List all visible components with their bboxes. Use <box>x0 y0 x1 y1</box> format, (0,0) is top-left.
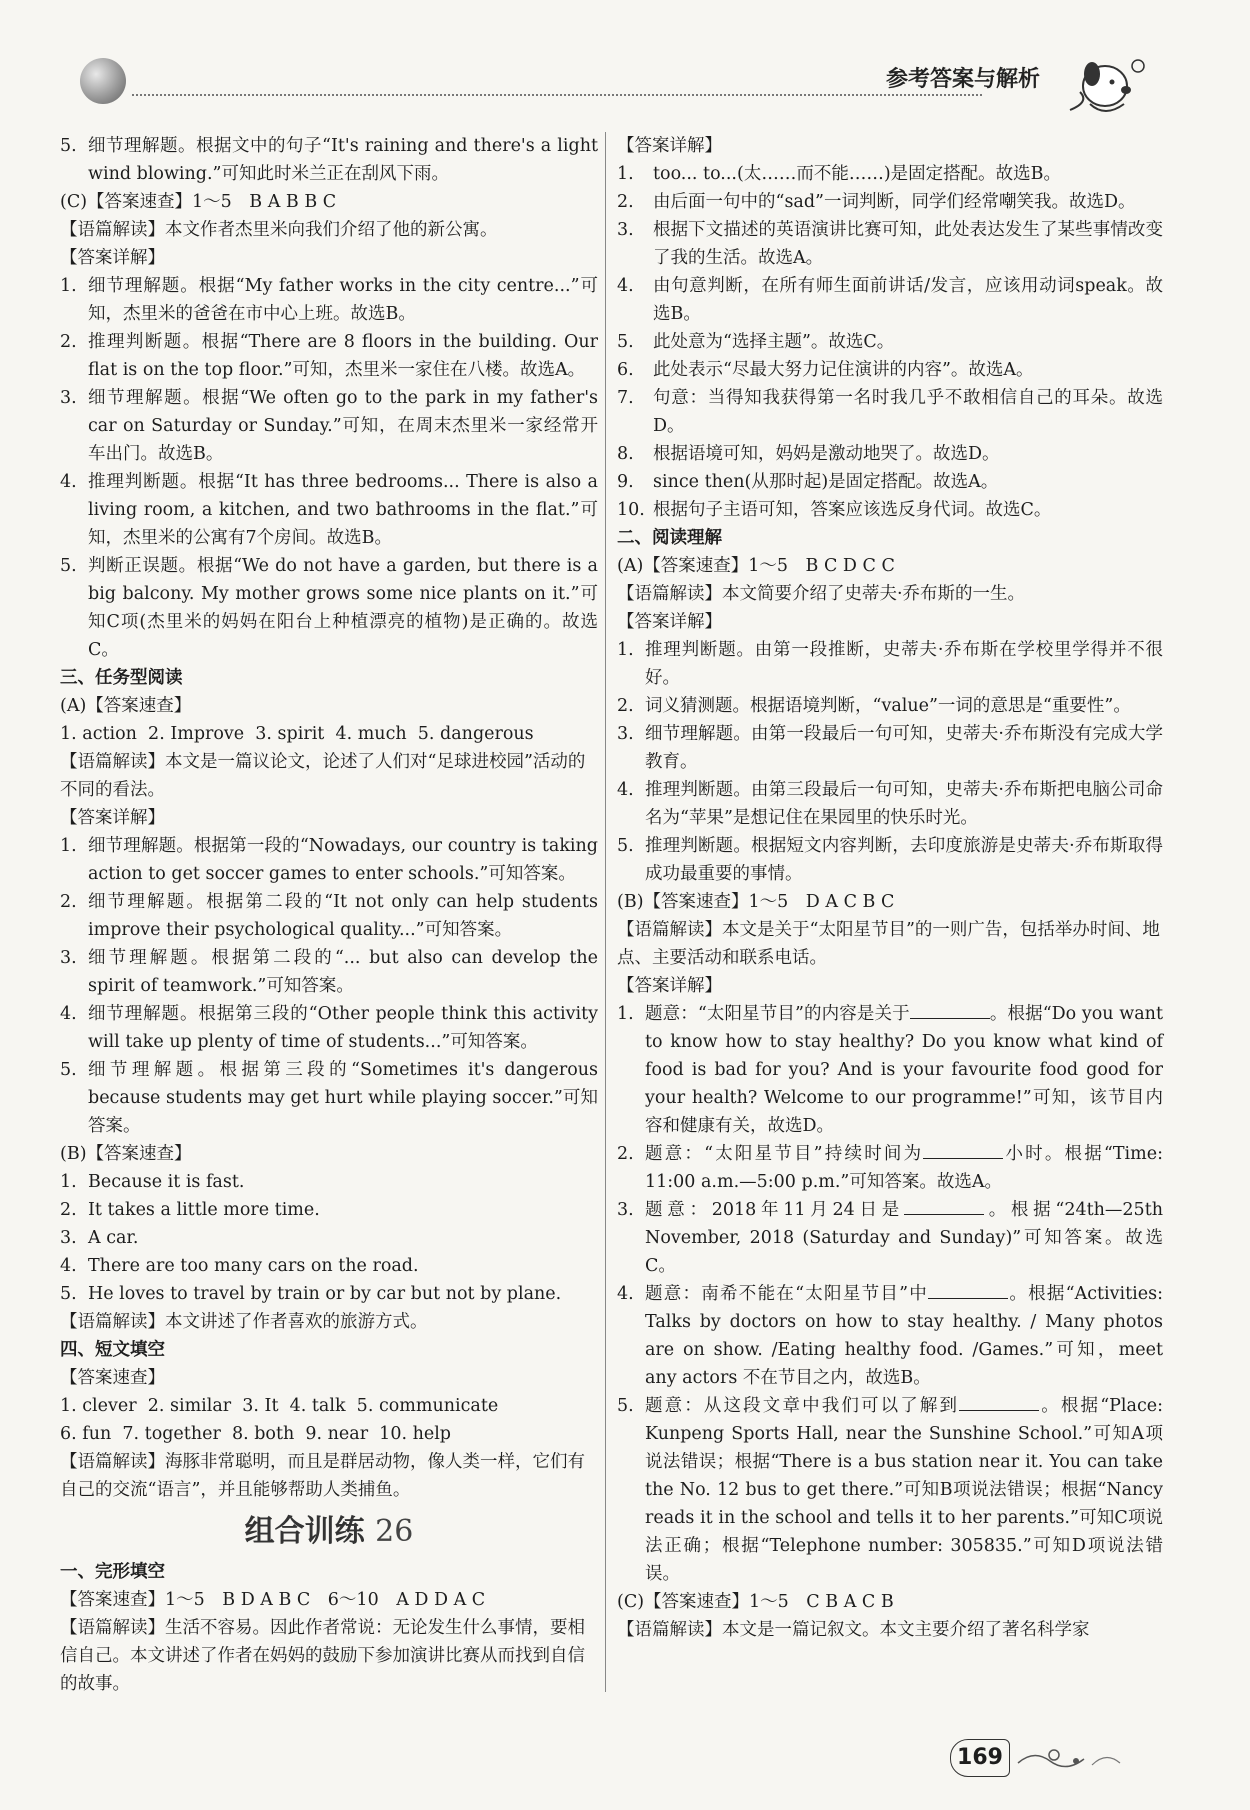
list-item <box>60 1280 598 1308</box>
item-text: 根据语境可知，妈妈是激动地哭了。故选D。 <box>653 444 1000 464</box>
fill-answers-line-2: 6. fun 7. together 8. both 9. near 10. help <box>60 1424 451 1444</box>
reading-a-details <box>617 636 1163 888</box>
list-item <box>60 1056 598 1140</box>
item-text: 判断正误题。根据“We do not have a garden, but there is a big balcony. My mother grows some nice plants on it.”可知C项(杰里米的妈妈在阳台上种植漂亮的植物)是正确的。故选C。 <box>88 556 598 660</box>
list-item <box>617 188 1163 216</box>
item-text: 词义猜测题。根据语境判断，“value”一词的意思是“重要性”。 <box>645 696 1131 716</box>
list-item <box>60 1224 598 1252</box>
item-text: 细节理解题。根据“My father works in the city centre...”可知，杰里米的爸爸在市中心上班。故选B。 <box>88 276 598 324</box>
answer-quick-a: (A)【答案速查】1～5 B C D C C <box>617 556 895 576</box>
ball-icon <box>80 58 126 104</box>
answer-list-b <box>60 1168 598 1308</box>
item-text: 细节理解题。根据第三段的“Sometimes it's dangerous because students may get hurt while playing soccer.”可知答案。 <box>88 1060 598 1136</box>
item-number: 4. <box>617 780 634 800</box>
flower-decoration-icon <box>1014 1741 1134 1777</box>
item-text: He loves to travel by train or by car but not by plane. <box>88 1284 562 1304</box>
page-number: 169 <box>950 1739 1010 1777</box>
blank-line <box>959 1392 1039 1411</box>
item-number: 2. <box>60 1200 77 1220</box>
list-item <box>60 1252 598 1280</box>
item-number: 4. <box>617 1284 634 1304</box>
item-number: 5. <box>617 836 634 856</box>
item-text: 由后面一句中的“sad”一词判断，同学们经常嘲笑我。故选D。 <box>653 192 1136 212</box>
item-number: 3. <box>60 1228 77 1248</box>
blank-line <box>910 1000 990 1019</box>
answer-quick-a: (A)【答案速查】 <box>60 696 192 716</box>
list-item <box>617 1392 1163 1588</box>
reading-summary-a: 【语篇解读】本文简要介绍了史蒂夫·乔布斯的一生。 <box>617 584 1026 604</box>
header-title: 参考答案与解析 <box>885 67 1040 92</box>
item-text: 细节理解题。根据第二段的“It not only can help students improve their psychological quality...”可知答案。 <box>88 892 598 940</box>
list-item <box>60 944 598 1000</box>
list-item <box>60 1196 598 1224</box>
item-number: 3. <box>60 388 77 408</box>
reading-summary-c: 【语篇解读】本文作者杰里米向我们介绍了他的新公寓。 <box>60 220 498 240</box>
item-number: 5. <box>60 556 77 576</box>
cloze-answer-details <box>617 160 1163 524</box>
list-item <box>617 356 1163 384</box>
page-header <box>80 52 1160 112</box>
section-heading-task-reading: 三、任务型阅读 <box>60 668 183 688</box>
list-item <box>60 384 598 468</box>
section-heading-cloze: 一、完形填空 <box>60 1562 165 1582</box>
item-number: 1. <box>617 164 634 184</box>
header-divider <box>132 94 982 96</box>
item-number: 1. <box>617 640 634 660</box>
item-text: 推理判断题。根据“There are 8 floors in the building. Our flat is on the top floor.”可知，杰里米一家住在八楼。故选A。 <box>88 332 598 380</box>
list-item <box>60 328 598 384</box>
answer-quick-b: (B)【答案速查】1～5 D A C B C <box>617 892 895 912</box>
blank-line <box>904 1196 984 1215</box>
section-heading-reading: 二、阅读理解 <box>617 528 722 548</box>
answer-details-c <box>60 272 598 664</box>
reading-summary-cloze: 【语篇解读】生活不容易。因此作者常说：无论发生什么事情，要相信自己。本文讲述了作者在妈妈的鼓励下参加演讲比赛从而找到自信的故事。 <box>60 1618 585 1694</box>
item-number: 4. <box>60 472 77 492</box>
item-text: 推理判断题。根据“It has three bedrooms... There is also a living room, a kitchen, and two bathrooms in the flat.”可知，杰里米的公寓有7个房间。故选B。 <box>88 472 598 548</box>
item-text: 题意：“太阳星节目”持续时间为 小时。根据“Time: 11:00 a.m.—5:00 p.m.”可知答案。故选A。 <box>645 1140 1163 1196</box>
list-item <box>60 272 598 328</box>
item-number: 2. <box>60 892 77 912</box>
list-item <box>617 692 1163 720</box>
item-text: Because it is fast. <box>88 1172 245 1192</box>
item-text: A car. <box>88 1228 139 1248</box>
item-number: 5. <box>60 1060 77 1080</box>
item-text: 细节理解题。根据第一段的“Nowadays, our country is taking action to get soccer games to enter schools.”可知答案。 <box>88 836 598 884</box>
list-item <box>60 832 598 888</box>
list-item <box>60 552 598 664</box>
list-item <box>617 636 1163 692</box>
answer-quick-c: (C)【答案速查】1～5 C B A C B <box>617 1592 894 1612</box>
item-number: 5. <box>60 1284 77 1304</box>
answer-quick-b: (B)【答案速查】 <box>60 1144 192 1164</box>
fill-answers-line-1: 1. clever 2. similar 3. It 4. talk 5. communicate <box>60 1396 499 1416</box>
item-number: 1. <box>60 1172 77 1192</box>
blank-line <box>928 1280 1008 1299</box>
item-number: 2. <box>617 192 634 212</box>
reading-summary-b: 【语篇解读】本文讲述了作者喜欢的旅游方式。 <box>60 1312 428 1332</box>
list-item <box>617 468 1163 496</box>
answer-quick-c: (C)【答案速查】1～5 B A B B C <box>60 192 337 212</box>
answer-quick-cloze: 【答案速查】1～5 B D A B C 6～10 A D D A C <box>60 1590 486 1610</box>
reading-summary-b: 【语篇解读】本文是关于“太阳星节目”的一则广告，包括举办时间、地点、主要活动和联系电话。 <box>617 920 1160 968</box>
detail-heading: 【答案详解】 <box>617 136 722 156</box>
item-text: 推理判断题。由第一段推断，史蒂夫·乔布斯在学校里学得并不很好。 <box>645 640 1163 688</box>
list-item <box>617 832 1163 888</box>
item-text: since then(从那时起)是固定搭配。故选A。 <box>653 472 999 492</box>
list-item <box>60 1168 598 1196</box>
detail-heading: 【答案详解】 <box>60 248 165 268</box>
left-column <box>60 132 598 1698</box>
group-title-number: 26 <box>375 1514 414 1549</box>
item-text: 题意：2018年11月24日是 。根据“24th—25th November, 2018 (Saturday and Sunday)”可知答案。故选C。 <box>645 1196 1163 1280</box>
item-text: It takes a little more time. <box>88 1200 320 1220</box>
list-item <box>617 776 1163 832</box>
reading-summary-c: 【语篇解读】本文是一篇记叙文。本文主要介绍了著名科学家 <box>617 1620 1090 1640</box>
list-item <box>617 328 1163 356</box>
item-text: 题意：南希不能在“太阳星节目”中 。根据“Activities: Talks by doctors on how to stay healthy. / Many photos are on show. /Eating healthy food. /Games.”可知，meet any actors 不在节目之内，故选B。 <box>645 1280 1163 1392</box>
item-number: 5. <box>617 1396 634 1416</box>
item-number: 1. <box>617 1004 634 1024</box>
item-number: 5. <box>60 136 77 156</box>
detail-heading: 【答案详解】 <box>60 808 165 828</box>
item-number: 9. <box>617 472 634 492</box>
item-number: 8. <box>617 444 634 464</box>
reading-summary-fill: 【语篇解读】海豚非常聪明，而且是群居动物，像人类一样，它们有自己的交流“语言”，并且能够帮助人类捕鱼。 <box>60 1452 585 1500</box>
item-number: 5. <box>617 332 634 352</box>
item-number: 4. <box>617 276 634 296</box>
item-text: 根据下文描述的英语演讲比赛可知，此处表达发生了某些事情改变了我的生活。故选A。 <box>653 220 1163 268</box>
section-heading-fill-blank: 四、短文填空 <box>60 1340 165 1360</box>
detail-heading: 【答案详解】 <box>617 976 722 996</box>
item-text: There are too many cars on the road. <box>88 1256 419 1276</box>
item-number: 4. <box>60 1256 77 1276</box>
answer-quick-fill: 【答案速查】 <box>60 1368 165 1388</box>
column-divider <box>605 132 606 1692</box>
list-item <box>617 496 1163 524</box>
prev-passage-items <box>60 132 598 188</box>
page-footer <box>950 1735 1170 1785</box>
list-item <box>617 1196 1163 1280</box>
right-column <box>617 132 1163 1644</box>
item-text: 由句意判断，在所有师生面前讲话/发言，应该用动词speak。故选B。 <box>653 276 1163 324</box>
item-number: 1. <box>60 836 77 856</box>
list-item <box>617 720 1163 776</box>
item-number: 2. <box>60 332 77 352</box>
item-number: 6. <box>617 360 634 380</box>
item-number: 1. <box>60 276 77 296</box>
item-number: 10. <box>617 500 645 520</box>
item-number: 4. <box>60 1004 77 1024</box>
item-text: 细节理解题。根据第二段的“... but also can develop the spirit of teamwork.”可知答案。 <box>88 948 598 996</box>
list-item <box>617 384 1163 440</box>
item-text: 此处表示“尽最大努力记住演讲的内容”。故选A。 <box>653 360 1034 380</box>
reading-summary-a: 【语篇解读】本文是一篇议论文，论述了人们对“足球进校园”活动的不同的看法。 <box>60 752 586 800</box>
list-item <box>60 132 598 188</box>
item-text: 细节理解题。由第一段最后一句可知，史蒂夫·乔布斯没有完成大学教育。 <box>645 724 1163 772</box>
list-item <box>617 440 1163 468</box>
list-item <box>60 1000 598 1056</box>
group-training-title <box>60 1514 598 1549</box>
list-item <box>617 1140 1163 1196</box>
item-number: 2. <box>617 696 634 716</box>
item-number: 2. <box>617 1144 634 1164</box>
item-text: 句意：当得知我获得第一名时我几乎不敢相信自己的耳朵。故选D。 <box>653 388 1163 436</box>
reading-b-details <box>617 1000 1163 1588</box>
item-text: 细节理解题。根据“We often go to the park in my father's car on Saturday or Sunday.”可知，在周末杰里米一家经常开车出门。故选B。 <box>88 388 598 464</box>
detail-heading: 【答案详解】 <box>617 612 722 632</box>
item-text: 推理判断题。由第三段最后一句可知，史蒂夫·乔布斯把电脑公司命名为“苹果”是想记住在果园里的快乐时光。 <box>645 780 1163 828</box>
answer-details-task-a <box>60 832 598 1140</box>
item-number: 3. <box>617 220 634 240</box>
list-item <box>617 216 1163 272</box>
item-number: 3. <box>617 724 634 744</box>
list-item <box>617 1000 1163 1140</box>
item-text: 细节理解题。根据文中的句子“It's raining and there's a light wind blowing.”可知此时米兰正在刮风下雨。 <box>88 136 598 184</box>
item-text: 细节理解题。根据第三段的“Other people think this activity will take up plenty of time of students...”可知答案。 <box>88 1004 598 1052</box>
item-number: 3. <box>617 1200 634 1220</box>
item-text: 题意：从这段文章中我们可以了解到 。根据“Place: Kunpeng Sports Hall, near the Sunshine School.”可知A项说法错误；根据“There is a bus station near it. You can take the No. 12 bus to get there.”可知B项说法错误；根据“Nancy reads it in the school and tells it to her parents.”可知C项说法正确；根据“Telephone number: 305835.”可知D项说法错误。 <box>645 1392 1163 1588</box>
list-item <box>617 1280 1163 1392</box>
list-item <box>617 272 1163 328</box>
item-text: 根据句子主语可知，答案应该选反身代词。故选C。 <box>653 500 1052 520</box>
list-item <box>617 160 1163 188</box>
list-item <box>60 468 598 552</box>
item-number: 7. <box>617 388 634 408</box>
item-text: 推理判断题。根据短文内容判断，去印度旅游是史蒂夫·乔布斯取得成功最重要的事情。 <box>645 836 1163 884</box>
item-number: 3. <box>60 948 77 968</box>
list-item <box>60 888 598 944</box>
blank-line <box>923 1140 1003 1159</box>
item-text: too... to...(太……而不能……)是固定搭配。故选B。 <box>653 164 1062 184</box>
item-text: 此处意为“选择主题”。故选C。 <box>653 332 895 352</box>
answer-list-a: 1. action 2. Improve 3. spirit 4. much 5. dangerous <box>60 724 534 744</box>
snoopy-mascot-icon <box>1050 52 1150 122</box>
item-text: 题意：“太阳星节目”的内容是关于 。根据“Do you want to know how to stay healthy? Do you know what kind of food is bad for you? And is your favourite food good for your health? Welcome to our programme!”可知，该节目内容和健康有关，故选D。 <box>645 1000 1163 1140</box>
group-title-text: 组合训练 <box>244 1514 365 1549</box>
